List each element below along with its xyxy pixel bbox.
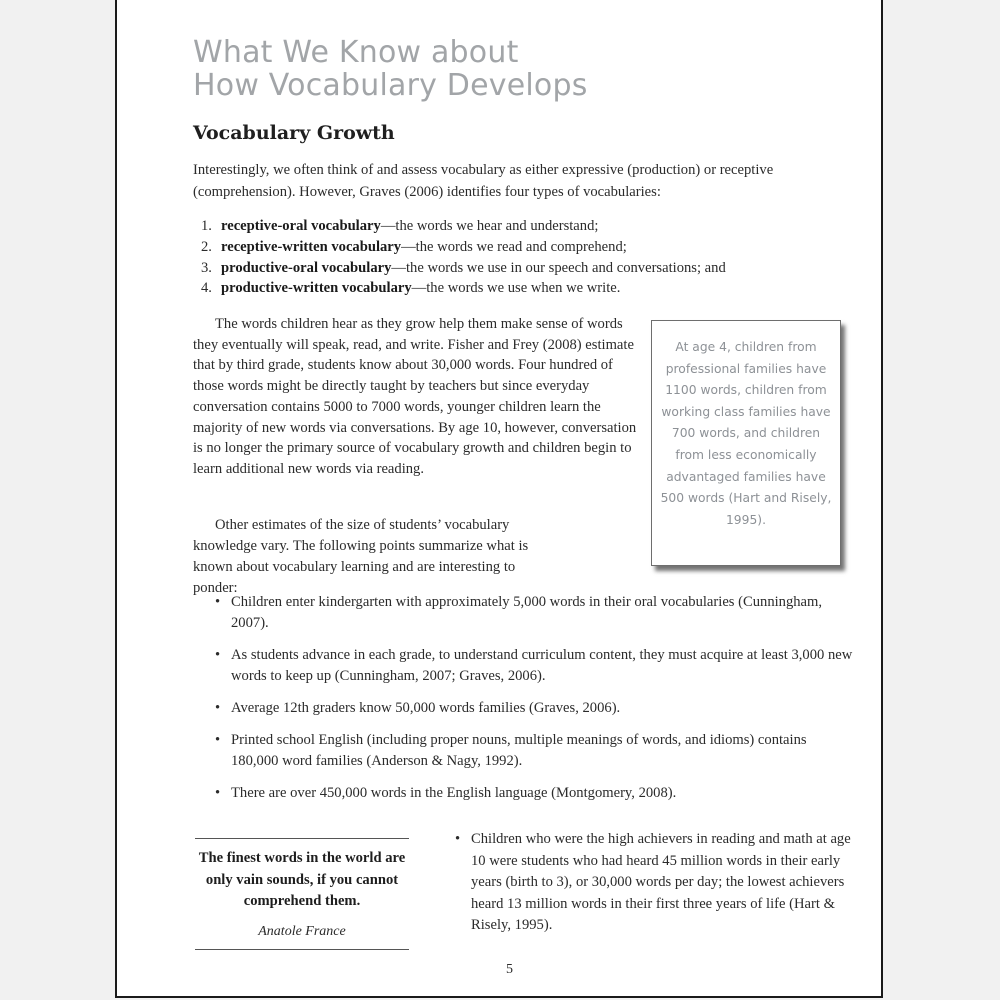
bullet-icon: • <box>215 594 221 610</box>
list-item: 2. receptive-written vocabulary—the words we read and comprehend; <box>201 238 627 255</box>
vocabulary-facts-list <box>215 592 855 815</box>
list-item: • Children enter kindergarten with approximately 5,000 words in their oral vocabularies (Cunningham, 2007). <box>215 594 823 631</box>
list-item: • There are over 450,000 words in the English language (Montgomery, 2008). <box>215 783 855 804</box>
pull-quote: The finest words in the world are only vain sounds, if you cannot comprehend them. <box>198 850 406 909</box>
bullet-icon: • <box>215 732 221 748</box>
list-item: • Average 12th graders know 50,000 words families (Graves, 2006). <box>215 698 855 719</box>
page-number: 5 <box>506 962 513 977</box>
page-heading <box>193 36 588 102</box>
list-item: • Printed school English (including proper nouns, multiple meanings of words, and idioms) contains 180,000 word families (Anderson & Nagy, 1992). <box>215 732 807 769</box>
heading-line-2: How Vocabulary Develops <box>193 68 588 103</box>
estimates-paragraph: Other estimates of the size of students’ vocabulary knowledge vary. The following points summarize what is known about vocabulary learning and are interesting to ponder: <box>193 517 529 596</box>
section-subheading: Vocabulary Growth <box>193 122 395 144</box>
bullet-icon: • <box>455 831 461 847</box>
quote-author: Anatole France <box>258 924 346 939</box>
bullet-icon: • <box>215 647 221 663</box>
list-item: 4. productive-written vocabulary—the words we use when we write. <box>201 280 621 297</box>
quote-divider-top <box>195 838 409 839</box>
list-item: • As students advance in each grade, to understand curriculum content, they must acquire at least 3,000 new words to keep up (Cunningham, 2007; Graves, 2006). <box>215 647 853 684</box>
quote-divider-bottom <box>195 949 409 950</box>
list-item: • Children who were the high achievers in reading and math at age 10 were students who had heard 45 million words in their early years (birth to 3), or 30,000 words per day; the lowest achievers heard 13 million words in their first three years of life (Hart & Risely, 1995). <box>455 831 851 934</box>
statistic-callout-box: At age 4, children from professional families have 1100 words, children from working class families have 700 words, and children from less economically advantaged families have 500 words (Hart and Risely, 1995). <box>651 320 841 566</box>
document-page <box>115 0 883 998</box>
list-item: 1. receptive-oral vocabulary—the words we hear and understand; <box>201 218 599 234</box>
vocabulary-types-list <box>201 216 851 299</box>
bullet-icon: • <box>215 700 221 716</box>
words-paragraph: The words children hear as they grow help them make sense of words they eventually will speak, read, and write. Fisher and Frey (2008) estimate that by third grade, students know about 30,000 words. Four hundred of those words might be directly taught by teachers but since everyday conversation contains 5000 to 7000 words, younger children learn the majority of new words via conversations. By age 10, however, conversation is no longer the primary source of vocabulary growth and children begin to learn additional new words via reading. <box>193 316 637 477</box>
bullet-icon: • <box>215 785 221 801</box>
heading-line-1: What We Know about <box>193 35 519 70</box>
intro-paragraph: Interestingly, we often think of and assess vocabulary as either expressive (production) or receptive (comprehension). However, Graves (2006) identifies four types of vocabularies: <box>193 162 774 200</box>
list-item: 3. productive-oral vocabulary—the words we use in our speech and conversations; and <box>201 259 726 276</box>
